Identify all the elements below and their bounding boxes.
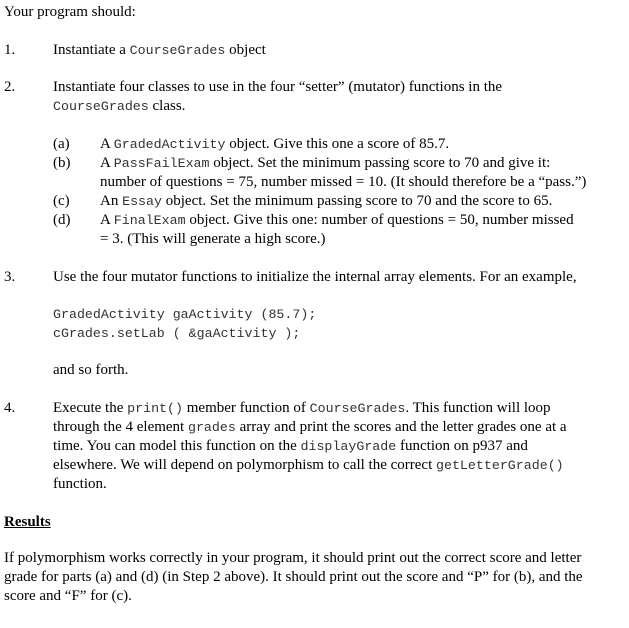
sub-item-b: A PassFailExam object. Set the minimum passing score to 70 and give it:: [100, 155, 551, 171]
step-4-line-1: Execute the print() member function of CourseGrades. This function will loop: [53, 400, 551, 416]
sub-item-c: An Essay object. Set the minimum passing score to 70 and the score to 65.: [100, 193, 553, 209]
step-4-number: 4.: [4, 400, 16, 416]
results-line-2: grade for parts (a) and (d) (in Step 2 above). It should print out the score and “P” for (b), and the: [4, 569, 583, 585]
code-coursegrades: CourseGrades: [129, 43, 226, 58]
step-4-line-5: function.: [53, 476, 107, 492]
step-1-text: Instantiate a CourseGrades object: [53, 42, 266, 58]
sub-item-b-cont: number of questions = 75, number missed = 10. (It should therefore be a “pass.”): [100, 174, 587, 190]
step-2-line-2: CourseGrades class.: [53, 98, 186, 114]
sub-label-c: (c): [53, 193, 70, 209]
code-line-2: cGrades.setLab ( &gaActivity );: [53, 326, 301, 341]
sub-label-b: (b): [53, 155, 71, 171]
step-4-line-2: through the 4 element grades array and print the scores and the letter grades one at a: [53, 419, 567, 435]
sub-label-a: (a): [53, 136, 70, 152]
step-3-line-1: Use the four mutator functions to initialize the internal array elements. For an example,: [53, 269, 577, 285]
step-1-number: 1.: [4, 42, 16, 58]
intro-text: Your program should:: [4, 4, 136, 20]
step-3-after: and so forth.: [53, 362, 129, 378]
sub-item-d-cont: = 3. (This will generate a high score.): [100, 231, 326, 247]
step-2-line-1: Instantiate four classes to use in the four “setter” (mutator) functions in the: [53, 79, 503, 95]
step-4-line-3: time. You can model this function on the displayGrade function on p937 and: [53, 438, 528, 454]
step-4-line-4: elsewhere. We will depend on polymorphism to call the correct getLetterGrade(): [53, 457, 564, 473]
code-line-1: GradedActivity gaActivity (85.7);: [53, 307, 317, 322]
results-line-1: If polymorphism works correctly in your program, it should print out the correct score and letter: [4, 550, 582, 566]
sub-item-a: A GradedActivity object. Give this one a score of 85.7.: [100, 136, 450, 152]
sub-label-d: (d): [53, 212, 71, 228]
results-line-3: score and “F” for (c).: [4, 588, 132, 604]
sub-item-d: A FinalExam object. Give this one: number of questions = 50, number missed: [100, 212, 574, 228]
step-2-number: 2.: [4, 79, 16, 95]
step-3-number: 3.: [4, 269, 16, 285]
results-heading: Results: [4, 514, 51, 530]
